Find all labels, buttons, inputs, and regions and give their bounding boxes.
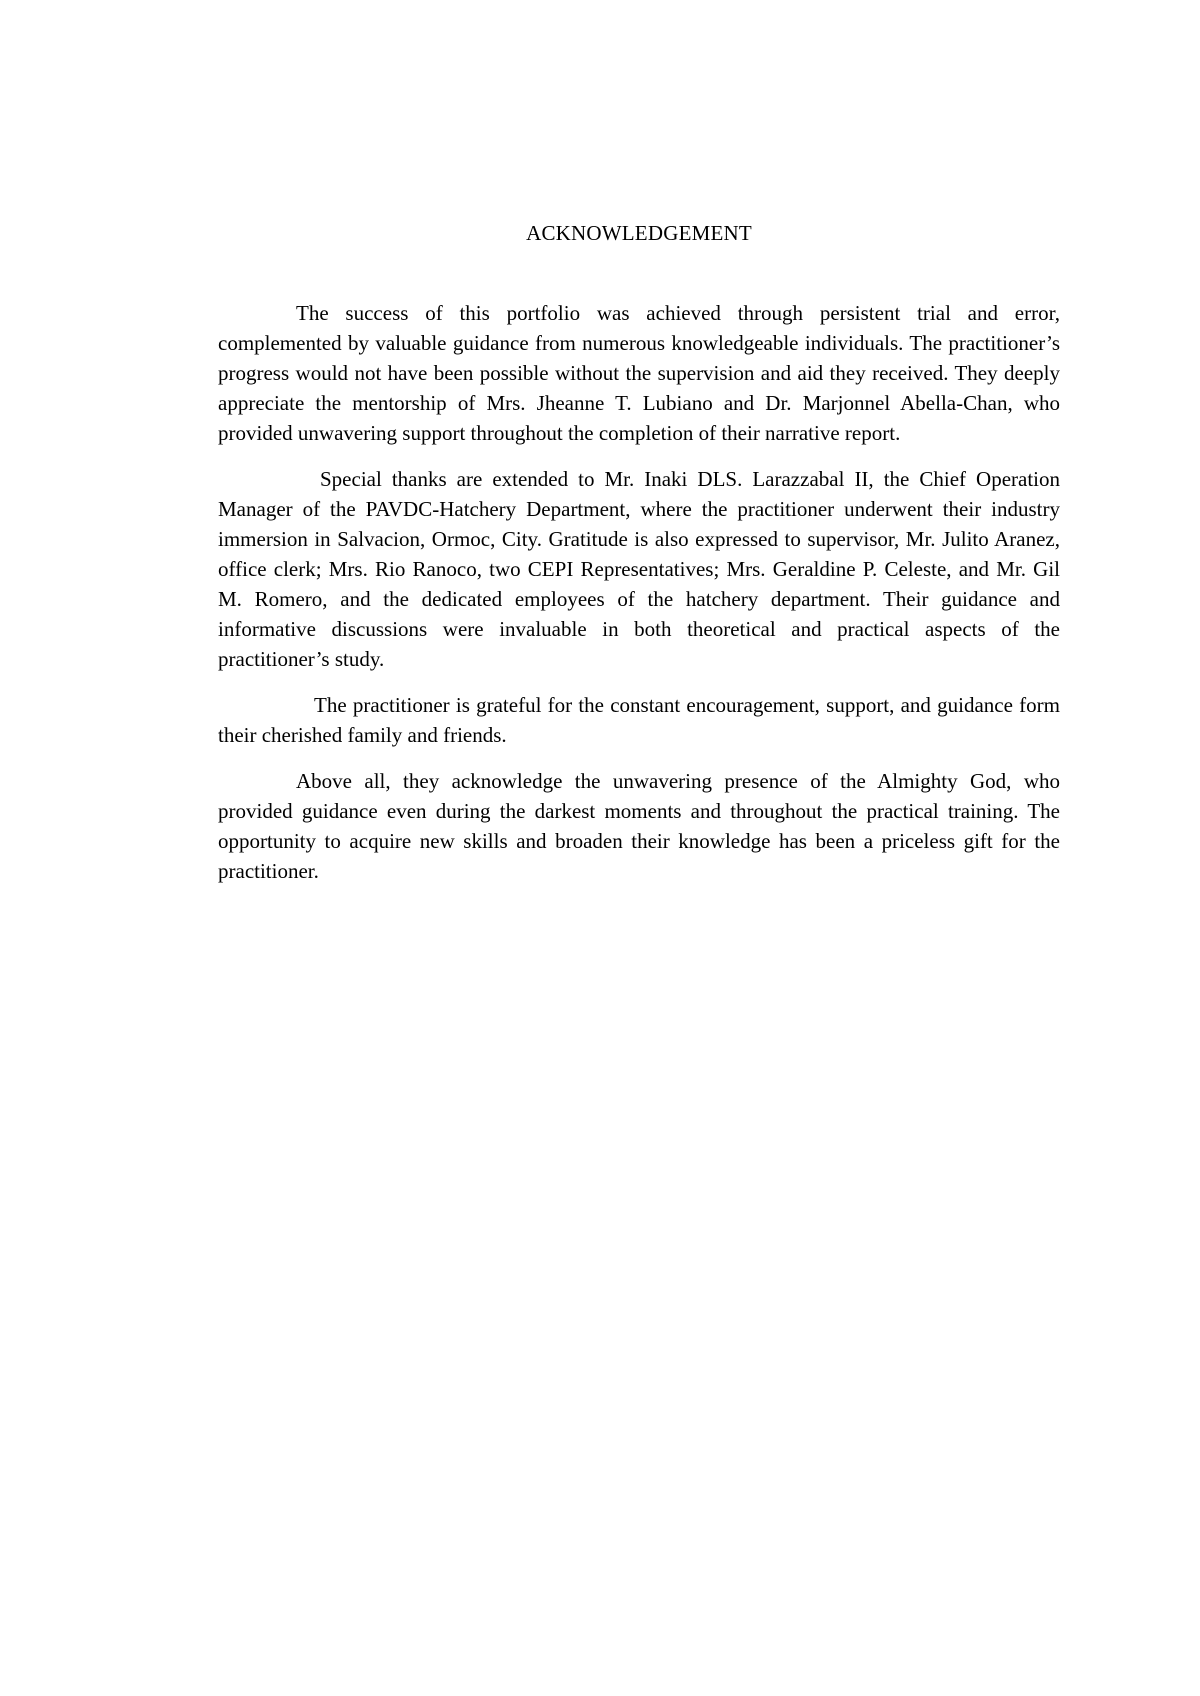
paragraph-4: Above all, they acknowledge the unwavering presence of the Almighty God, who provided guidance even during the darkest moments and throughout the practical training. The opportunity to acquire new skills and broaden their knowledge has been a priceless gift for the practitioner. (218, 769, 1060, 883)
paragraph-3: The practitioner is grateful for the constant encouragement, support, and guidance form their cherished family and friends. (218, 693, 1060, 747)
document-body (218, 218, 1060, 902)
paragraph-2: Special thanks are extended to Mr. Inaki DLS. Larazzabal II, the Chief Operation Manager of the PAVDC-Hatchery Department, where the practitioner underwent their industry immersion in Salvacion, Ormoc, City. Gratitude is also expressed to supervisor, Mr. Julito Aranez, office clerk; Mrs. Rio Ranoco, two CEPI Representatives; Mrs. Geraldine P. Celeste, and Mr. Gil M. Romero, and the dedicated employees of the hatchery department. Their guidance and informative discussions were invaluable in both theoretical and practical aspects of the practitioner’s study. (218, 467, 1060, 671)
paragraph-1: The success of this portfolio was achieved through persistent trial and error, complemented by valuable guidance from numerous knowledgeable individuals. The practitioner’s progress would not have been possible without the supervision and aid they received. They deeply appreciate the mentorship of Mrs. Jheanne T. Lubiano and Dr. Marjonnel Abella-Chan, who provided unwavering support throughout the completion of their narrative report. (218, 301, 1060, 445)
page-title: ACKNOWLEDGEMENT (526, 221, 752, 245)
